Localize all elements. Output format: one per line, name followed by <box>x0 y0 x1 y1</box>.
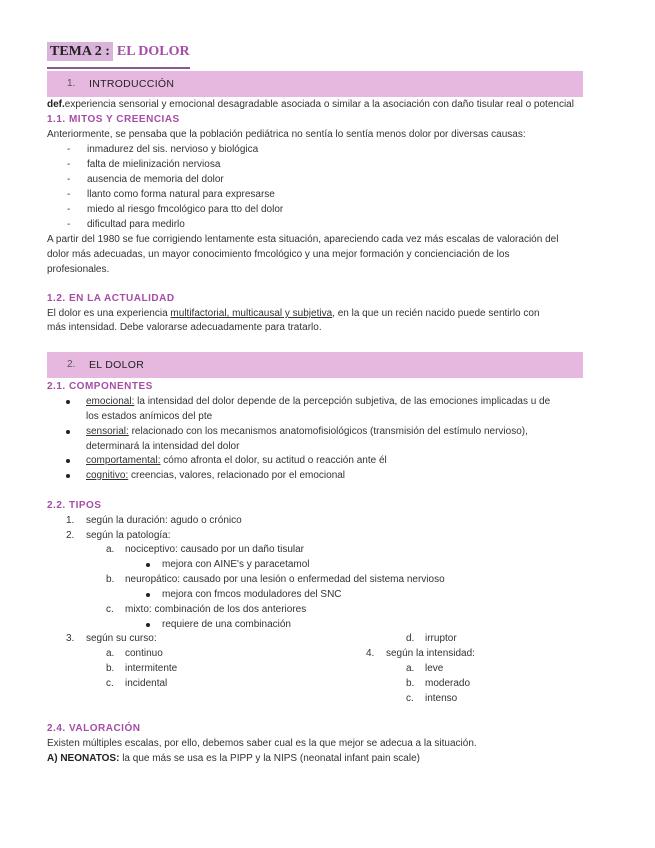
bullet-icon <box>66 400 70 404</box>
list-letter: c. <box>406 693 414 704</box>
heading-tipos: 2.2. TIPOS <box>47 500 102 511</box>
list-letter: b. <box>106 574 115 585</box>
definition: def.experiencia sensorial y emocional desagradable asociada o similar a la asociación con daño tisular real o potencial <box>47 99 574 110</box>
list-item: intenso <box>425 693 458 704</box>
list-item: sensorial: relacionado con los mecanismos anatomofisiológicos (transmisión del estímulo nervioso), <box>86 426 528 437</box>
list-item: comportamental: cómo afronta el dolor, su actitud o reacción ante él <box>86 455 387 466</box>
list-item: según la duración: agudo o crónico <box>86 515 242 526</box>
list-item: - ausencia de memoria del dolor <box>87 173 224 188</box>
bullet-icon <box>66 459 70 463</box>
list-item: mixto: combinación de los dos anteriores <box>125 604 307 615</box>
list-item: nociceptivo: causado por un daño tisular <box>125 544 305 555</box>
heading-componentes: 2.1. COMPONENTES <box>47 381 153 392</box>
page-title <box>47 45 190 69</box>
list-item: mejora con fmcos moduladores del SNC <box>162 589 342 600</box>
list-item: según su curso: <box>86 633 157 644</box>
section-number: 2. <box>67 359 76 370</box>
list-item-cont: determinará la intensidad del dolor <box>86 441 240 452</box>
list-item: neuropático: causado por una lesión o enfermedad del sistema nervioso <box>125 574 445 585</box>
list-item: emocional: la intensidad del dolor depende de la percepción subjetiva, de las emociones implicadas u de <box>86 396 551 407</box>
list-letter: b. <box>106 663 115 674</box>
list-item-cont: los estados anímicos del pte <box>86 411 213 422</box>
list-item: - dificultad para medirlo <box>87 218 185 233</box>
list-item: irruptor <box>425 633 457 644</box>
list-letter: c. <box>106 678 114 689</box>
bullet-icon <box>146 563 150 567</box>
list-letter: b. <box>406 678 415 689</box>
bullet-icon <box>146 593 150 597</box>
section-number: 1. <box>67 78 76 89</box>
list-item: continuo <box>125 648 163 659</box>
list-item: - miedo al riesgo fmcológico para tto del dolor <box>87 203 283 218</box>
list-item: según la intensidad: <box>386 648 475 659</box>
list-item: según la patología: <box>86 530 171 541</box>
title-main: TEMA 2 : <box>47 42 113 61</box>
section-label: EL DOLOR <box>89 359 145 371</box>
section-header-dolor <box>47 352 583 378</box>
heading-mitos: 1.1. MITOS Y CREENCIAS <box>47 114 180 125</box>
paragraph-line: Existen múltiples escalas, por ello, debemos saber cual es la que mejor se adecua a la situación. <box>47 738 477 749</box>
list-letter: a. <box>106 648 115 659</box>
title-sub: EL DOLOR <box>116 44 190 59</box>
list-letter: d. <box>406 633 415 644</box>
list-item: moderado <box>425 678 471 689</box>
list-item: - llanto como forma natural para expresarse <box>87 188 275 203</box>
bullet-icon <box>146 623 150 627</box>
list-letter: c. <box>106 604 114 615</box>
list-number: 1. <box>66 515 75 526</box>
paragraph-line: profesionales. <box>47 264 110 275</box>
section-label: INTRODUCCIÓN <box>89 78 175 90</box>
mitos-intro: Anteriormente, se pensaba que la población pediátrica no sentía lo sentía menos dolor por diversas causas: <box>47 129 526 140</box>
list-item: leve <box>425 663 444 674</box>
section-header-intro <box>47 71 583 97</box>
list-item: cognitivo: creencias, valores, relacionado por el emocional <box>86 470 346 481</box>
list-number: 2. <box>66 530 75 541</box>
list-number: 3. <box>66 633 75 644</box>
list-letter: a. <box>406 663 415 674</box>
paragraph-line: más intensidad. Debe valorarse adecuadamente para tratarlo. <box>47 322 322 333</box>
paragraph-line: dolor más adecuadas, un mayor conocimiento fmcológico y una mejor formación y concienciación de los <box>47 249 510 260</box>
list-item: - falta de mielinización nerviosa <box>87 158 220 173</box>
list-item: intermitente <box>125 663 178 674</box>
list-item: requiere de una combinación <box>162 619 291 630</box>
list-item: mejora con AINE's y paracetamol <box>162 559 310 570</box>
list-item: - inmadurez del sis. nervioso y biológica <box>87 143 258 158</box>
list-letter: a. <box>106 544 115 555</box>
list-number: 4. <box>366 648 375 659</box>
heading-valoracion: 2.4. VALORACIÓN <box>47 723 141 734</box>
bullet-icon <box>66 474 70 478</box>
paragraph-line: A partir del 1980 se fue corrigiendo lentamente esta situación, apareciendo cada vez más escalas de valoración del <box>47 234 559 245</box>
paragraph-line: A) NEONATOS: la que más se usa es la PIPP y la NIPS (neonatal infant pain scale) <box>47 753 420 764</box>
heading-actualidad: 1.2. EN LA ACTUALIDAD <box>47 293 175 304</box>
paragraph-line: El dolor es una experiencia multifactorial, multicausal y subjetiva, en la que un recién nacido puede sentirlo con <box>47 308 540 319</box>
list-item: incidental <box>125 678 168 689</box>
bullet-icon <box>66 430 70 434</box>
